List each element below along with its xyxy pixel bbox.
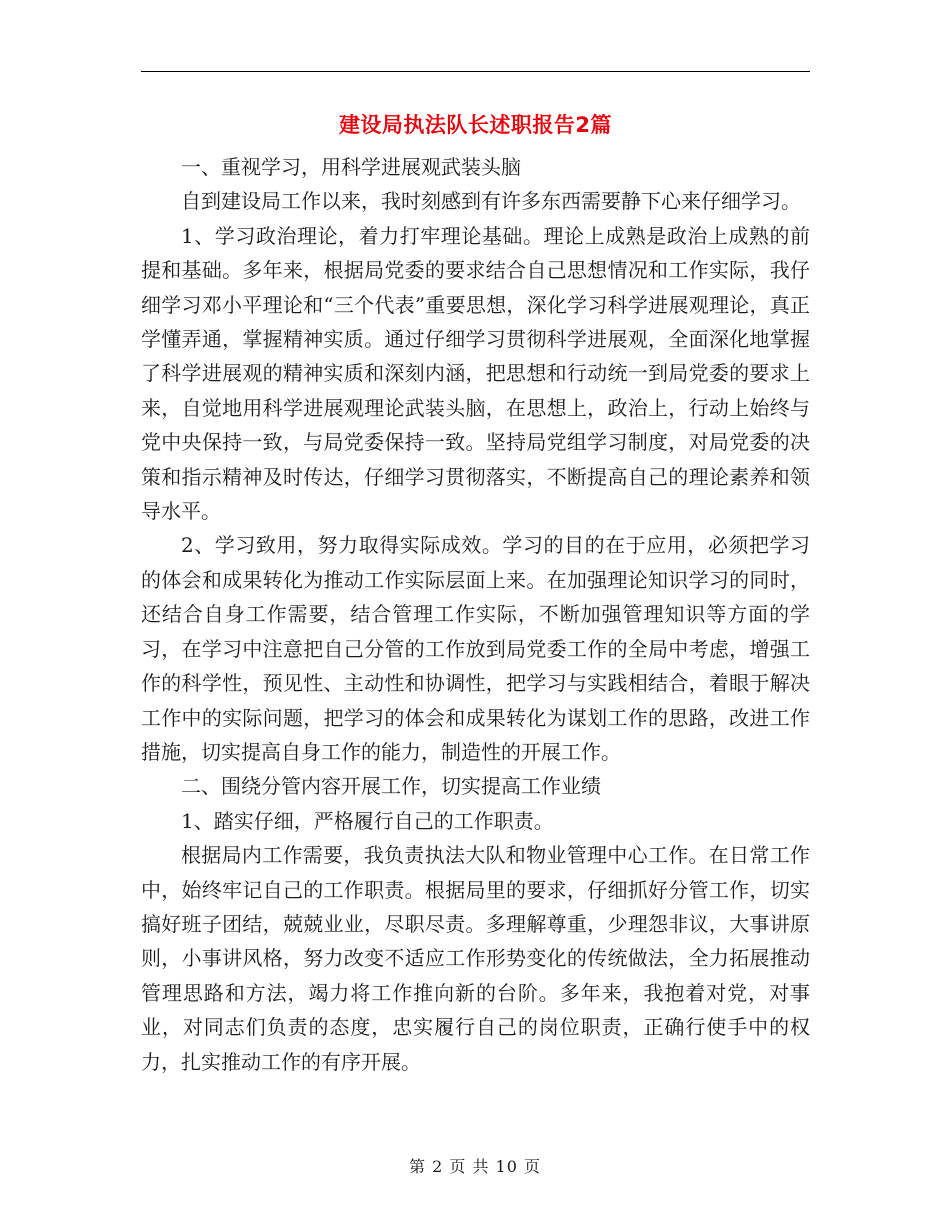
subheading-duties: 1、踏实仔细，严格履行自己的工作职责。	[181, 808, 554, 833]
page-number: 第 2 页 共 10 页	[409, 1157, 541, 1176]
header-rule	[141, 71, 810, 72]
paragraph-apply-learning: 2、学习致用，努力取得实际成效。学习的目的在于应用，必须把学习的体会和成果转化为推动工作实际层面上来。在加强理论知识学习的同时，还结合自身工作需要，结合管理工作实际，不断加强管理知识等方面的学习，在学习中注意把自己分管的工作放到局党委工作的全局中考虑，增强工作的科学性，预见性、主动性和协调性，把学习与实践相结合，着眼于解决工作中的实际问题，把学习的体会和成果转化为谋划工作的思路，改进工作措施，切实提高自身工作的能力，制造性的开展工作。	[141, 533, 810, 764]
document-title: 建设局执法队长述职报告2篇	[338, 113, 613, 137]
section-heading-1: 一、重视学习，用科学进展观武装头脑	[181, 155, 521, 179]
paragraph-intro: 自到建设局工作以来，我时刻感到有许多东西需要静下心来仔细学习。	[181, 189, 801, 214]
paragraph-duties: 根据局内工作需要，我负责执法大队和物业管理中心工作。在日常工作中，始终牢记自己的工作职责。根据局里的要求，仔细抓好分管工作，切实搞好班子团结，兢兢业业，尽职尽责。多理解尊重，少理怨非议，大事讲原则，小事讲风格，努力改变不适应工作形势变化的传统做法，全力拓展推动管理思路和方法，竭力将工作推向新的台阶。多年来，我抱着对党，对事业，对同志们负责的态度，忠实履行自己的岗位职责，正确行使手中的权力，扎实推动工作的有序开展。	[141, 843, 810, 1074]
document-body	[141, 150, 810, 1079]
section-heading-2: 二、围绕分管内容开展工作，切实提高工作业绩	[181, 774, 601, 799]
paragraph-political-theory: 1、学习政治理论，着力打牢理论基础。理论上成熟是政治上成熟的前提和基础。多年来，根据局党委的要求结合自己思想情况和工作实际，我仔细学习邓小平理论和“三个代表”重要思想，深化学习科学进展观理论，真正学懂弄通，掌握精神实质。通过仔细学习贯彻科学进展观，全面深化地掌握了科学进展观的精神实质和深刻内涵，把思想和行动统一到局党委的要求上来，自觉地用科学进展观理论武装头脑，在思想上，政治上，行动上始终与党中央保持一致，与局党委保持一致。坚持局党组学习制度，对局党委的决策和指示精神及时传达，仔细学习贯彻落实，不断提高自己的理论素养和领导水平。	[141, 223, 810, 524]
